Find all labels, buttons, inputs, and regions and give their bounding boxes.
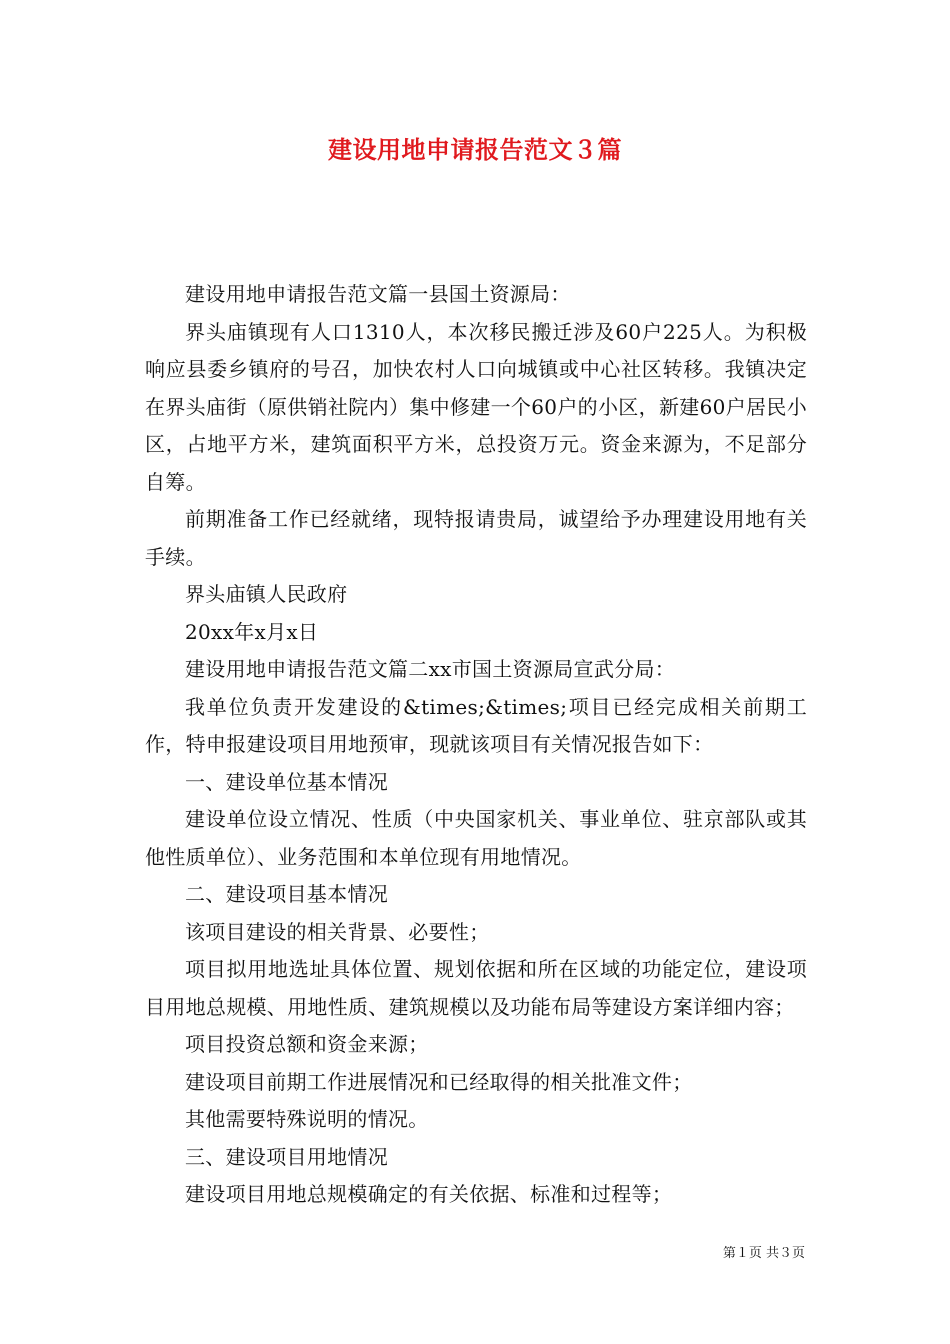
section-heading: 二、建设项目基本情况 — [185, 882, 388, 906]
paragraph: 建设用地申请报告范文篇一县国土资源局： — [185, 282, 571, 306]
paragraph: 20xx年x月x日 — [185, 619, 319, 644]
section-heading: 一、建设单位基本情况 — [185, 769, 388, 794]
page-number-footer: 第１页 共３页 — [722, 1246, 805, 1261]
paragraph: 我单位负责开发建设的&times;&times;项目已经完成相关前期工作，特申报建设项目用地预审，现就该项目有关情况报告如下： — [145, 694, 807, 756]
paragraph: 建设单位设立情况、性质（中央国家机关、事业单位、驻京部队或其他性质单位）、业务范围和本单位现有用地情况。 — [145, 807, 807, 869]
document-title: 建设用地申请报告范文３篇 — [328, 135, 622, 164]
paragraph: 建设项目前期工作进展情况和已经取得的相关批准文件； — [185, 1069, 693, 1094]
paragraph: 该项目建设的相关背景、必要性； — [185, 919, 490, 944]
document-body — [145, 276, 807, 1214]
paragraph: 界头庙镇人民政府 — [185, 582, 348, 606]
paragraph: 界头庙镇现有人口1310人，本次移民搬迁涉及60户225人。为积极响应县委乡镇府的号召，加快农村人口向城镇或中心社区转移。我镇决定在界头庙街（原供销社院内）集中修建一个60户的小区，新建60户居民小区，占地平方米，建筑面积平方米，总投资万元。资金来源为，不足部分自筹。 — [145, 319, 807, 494]
paragraph: 其他需要特殊说明的情况。 — [185, 1107, 429, 1131]
paragraph: 项目拟用地选址具体位置、规划依据和所在区域的功能定位，建设项目用地总规模、用地性质、建筑规模以及功能布局等建设方案详细内容； — [145, 957, 807, 1019]
section-heading: 三、建设项目用地情况 — [185, 1144, 388, 1169]
paragraph: 建设项目用地总规模确定的有关依据、标准和过程等； — [185, 1182, 673, 1206]
paragraph: 前期准备工作已经就绪，现特报请贵局，诚望给予办理建设用地有关手续。 — [145, 507, 807, 569]
paragraph: 项目投资总额和资金来源； — [185, 1032, 429, 1056]
paragraph: 建设用地申请报告范文篇二xx市国土资源局宣武分局： — [185, 657, 676, 681]
